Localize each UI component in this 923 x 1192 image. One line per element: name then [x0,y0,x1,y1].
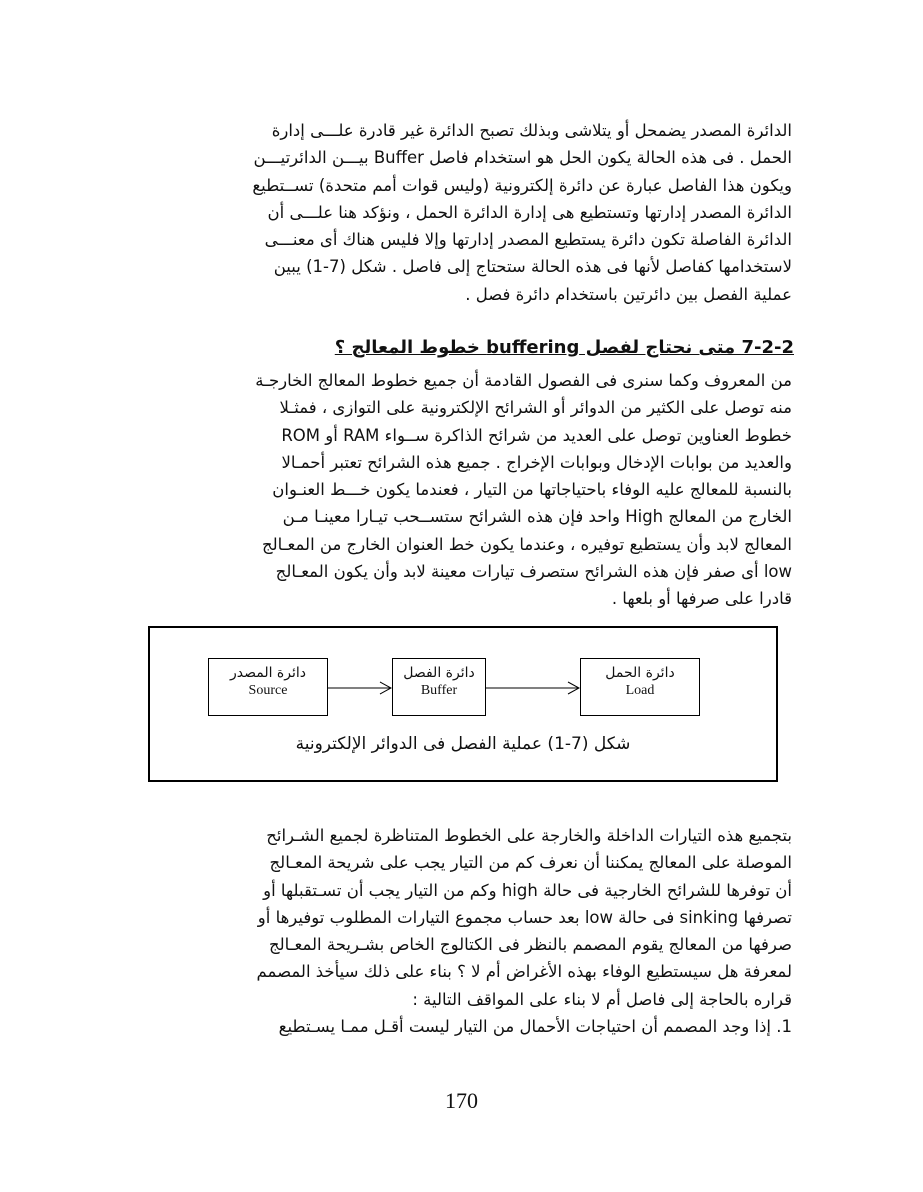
source-box [208,658,328,716]
text-line: بتجميع هذه التيارات الداخلة والخارجة على الخطوط المتناظرة لجميع الشـرائح [266,826,792,845]
page-number: 170 [445,1088,478,1113]
text-line: الحمل . فى هذه الحالة يكون الحل هو استخدام فاصل Buffer بيـــن الدائرتيـــن [253,148,792,168]
section-heading: 7-2-2 متى نحتاج لفصل buffering خطوط المعالج ؟ [334,337,794,358]
source-label-en: Source [248,683,288,698]
text-line: الدائرة الفاصلة تكون دائرة يستطيع المصدر إدارتها وإلا فليس هناك أى معنـــى [264,230,792,250]
buffer-label-en: Buffer [420,683,458,698]
text-line: الدائرة المصدر إدارتها وتستطيع هى إدارة الدائرة الحمل ، ونؤكد هنا علـــى أن [267,202,792,222]
text-line: الخارج من المعالج High واحد فإن هذه الشرائح ستســحب تيـارا معينـا مـن [282,507,792,527]
source-label-ar: دائرة المصدر [229,665,307,681]
text-line: عملية الفصل بين دائرتين باستخدام دائرة فصل . [465,284,792,304]
text-line: قراره بالحاجة إلى فاصل أم لا بناء على المواقف التالية : [412,989,792,1009]
text-line: من المعروف وكما سنرى فى الفصول القادمة أن جميع خطوط المعالج الخارجـة [255,371,792,390]
text-line: low أى صفر فإن هذه الشرائح ستصرف تيارات معينة لابد وأن يكون المعـالج [275,562,792,582]
text-line: والعديد من بوابات الإدخال وبوابات الإخراج . جميع هذه الشرائح تعتبر أحمـالا [281,452,792,472]
text-line: لاستخدامها كفاصل لأنها فى هذه الحالة ستحتاج إلى فاصل . شكل (7-1) يبين [273,257,792,277]
text-line: خطوط العناوين توصل على العديد من شرائح الذاكرة ســواء RAM أو ROM [281,425,792,445]
paragraph-2 [132,367,792,613]
buffer-box [392,658,486,716]
arrow-source-to-buffer [328,680,392,696]
load-box [580,658,700,716]
figure-buffer-diagram [148,626,778,782]
figure-caption: شكل (7-1) عملية الفصل فى الدوائر الإلكترونية [295,734,631,754]
text-line: ويكون هذا الفاصل عبارة عن دائرة إلكترونية (وليس قوات أمم متحدة) تســتطيع [252,175,792,195]
text-line: 1. إذا وجد المصمم أن احتياجات الأحمال من التيار ليست أقـل ممـا يسـتطيع [278,1017,792,1037]
text-line: المعالج لابد وأن يستطيع توفيره ، وعندما يكون خط العنوان الخارج من المعـالج [262,534,792,554]
text-line: الدائرة المصدر يضمحل أو يتلاشى وبذلك تصبح الدائرة غير قادرة علـــى إدارة [271,121,792,140]
paragraph-1 [132,117,792,308]
text-line: الموصلة على المعالج يمكننا أن نعرف كم من التيار يجب على شريحة المعـالج [269,853,792,873]
load-label-en: Load [625,683,655,698]
buffer-label-ar: دائرة الفصل [403,665,475,681]
text-line: صرفها من المعالج يقوم المصمم بالنظر فى الكتالوج الخاص بشـريحة المعـالج [268,935,792,955]
text-line: تصرفها sinking فى حالة low بعد حساب مجموع التيارات المطلوب توفيرها أو [257,907,792,927]
text-line: لمعرفة هل سيستطيع الوفاء بهذه الأغراض أم لا ؟ بناء على ذلك سيأخذ المصمم [256,962,792,982]
text-line: قادرا على صرفها أو بلعها . [611,589,792,609]
text-line: بالنسبة للمعالج عليه الوفاء باحتياجاتها من التيار ، فعندما يكون خـــط العنـوان [272,480,792,500]
arrow-buffer-to-load [486,680,580,696]
text-line: أن توفرها للشرائح الخارجية فى حالة high وكم من التيار يجب أن تسـتقبلها أو [263,880,792,900]
text-line: منه توصل على الكثير من الدوائر أو الشرائح الإلكترونية على التوازى ، فمثـلا [279,398,792,418]
load-label-ar: دائرة الحمل [605,665,675,681]
paragraph-3 [132,822,792,1040]
